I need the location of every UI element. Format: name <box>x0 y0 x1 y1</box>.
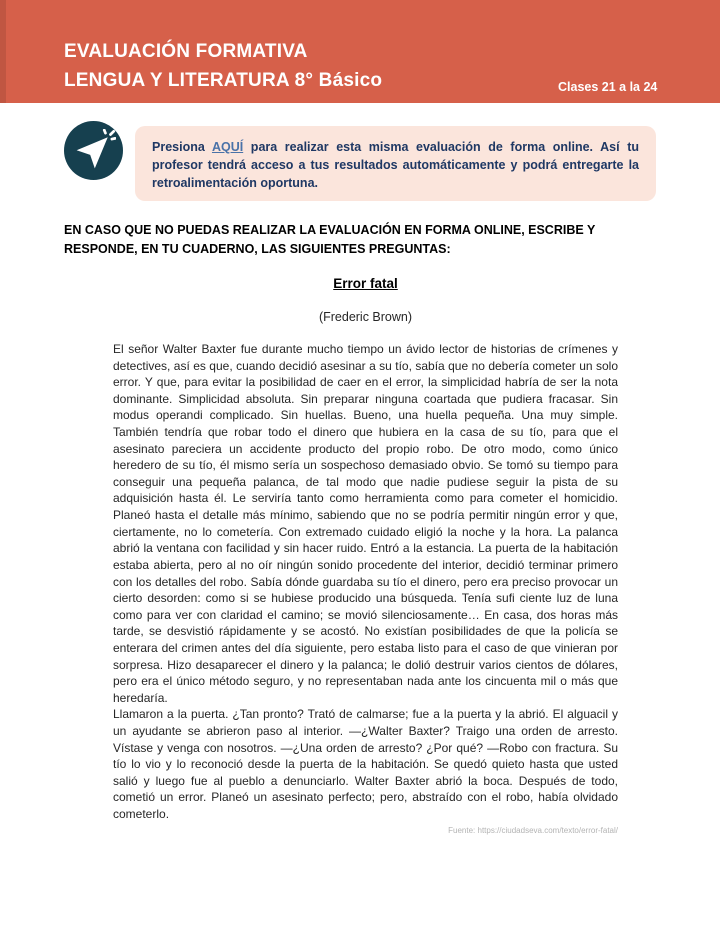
cursor-click-icon-glyph <box>72 129 116 173</box>
banner-left-edge <box>0 0 6 103</box>
notice-text-after-link: para realizar esta misma evaluación de forma online. Así tu profesor tendrá acceso a tus resultados automáticamente y podrá entregarte la retroalimentación oportuna. <box>152 140 640 190</box>
story-block <box>113 276 618 835</box>
story-title: Error fatal <box>333 276 398 291</box>
offline-instructions: EN CASO QUE NO PUEDAS REALIZAR LA EVALUACIÓN EN FORMA ONLINE, ESCRIBE Y RESPONDE, EN TU CUADERNO, LAS SIGUIENTES PREGUNTAS: <box>64 223 596 256</box>
online-notice-text <box>152 139 639 193</box>
story-source-citation: Fuente: https://ciudadseva.com/texto/error-fatal/ <box>448 825 618 835</box>
story-author: (Frederic Brown) <box>318 310 413 324</box>
aqui-hyperlink[interactable]: AQUÍ <box>211 140 244 154</box>
story-paragraph-2: Llamaron a la puerta. ¿Tan pronto? Trató de calmarse; fue a la puerta y la abrió. El alguacil y un ayudante se abrieron paso al interior. —¿Walter Baxter? Traigo una orden de arresto. Vístase y venga con nosotros. —¿Una orden de arresto? ¿Por qué? —Robo con fractura. Su tío lo vio y lo reconoció desde la puerta de la habitación. Se quedó quieto hasta que usted salió y luego fue al pueblo a denunciarlo. Walter Baxter abrió la boca. Después de todo, cometió un error. Planeó un asesinato perfecto; pero, abstraído con el robo, había olvidado cometerlo. <box>113 707 618 822</box>
header-banner <box>0 0 720 103</box>
cursor-click-icon <box>64 121 123 180</box>
online-notice-box <box>135 126 656 201</box>
notice-text-before-link: Presiona <box>152 140 212 154</box>
header-title-line1: EVALUACIÓN FORMATIVA <box>64 41 308 62</box>
classes-badge: Clases 21 a la 24 <box>558 80 658 94</box>
header-title-line2: LENGUA Y LITERATURA 8° Básico <box>64 70 383 91</box>
story-paragraph-1: El señor Walter Baxter fue durante mucho tiempo un ávido lector de historias de crímenes y detectives, así es que, cuando decidió asesinar a su tío, sabía que no debería cometer un solo error. Y que, para evitar la posibilidad de caer en el error, la simplicidad habría de ser la nota dominante. Simplicidad absoluta. Sin preparar ninguna coartada que pudiera fracasar. Sin modus operandi complicado. Sin huellas. Bueno, una huella pequeña. Una muy simple. También tendría que robar todo el dinero que hubiera en la casa de su tío, para que el asesinato pareciera un accidente producto del propio robo. De otro modo, como único heredero de su tío, él mismo sería un sospechoso demasiado obvio. Se tomó su tiempo para conseguir una pequeña palanca, de tal modo que nadie pudiese seguir la pista de su adquisición hasta él. Le serviría tanto como herramienta como para cometer el homicidio. Planeó hasta el detalle más mínimo, sabiendo que no se podría permitir ningún error y que, ciertamente, no lo cometería. Con extremado cuidado eligió la noche y la hora. La palanca abrió la ventana con facilidad y sin hacer ruido. Entró a la estancia. La puerta de la habitación estaba abierta, pero al no oír ningún sonido procedente del interior, decidió terminar primero con los detalles del robo. Sabía dónde guardaba su tío el dinero, pero era preciso provocar un cierto desorden: como si se hubiese producido una búsqueda. Tenía sufi ciente luz de luna como para ver con claridad el camino; se movió silenciosamente… En casa, dos horas más tarde, se desvistió rápidamente y se acostó. No existían posibilidades de que la policía se enterara del crimen antes del día siguiente, pero estaba listo para el caso de que vinieran por sorpresa. Hizo desaparecer el dinero y la palanca; le dolió destruir varios cientos de dólares, pero era el único método seguro, y no representaban nada ante los cincuenta mil o más que heredaría. <box>113 342 618 705</box>
